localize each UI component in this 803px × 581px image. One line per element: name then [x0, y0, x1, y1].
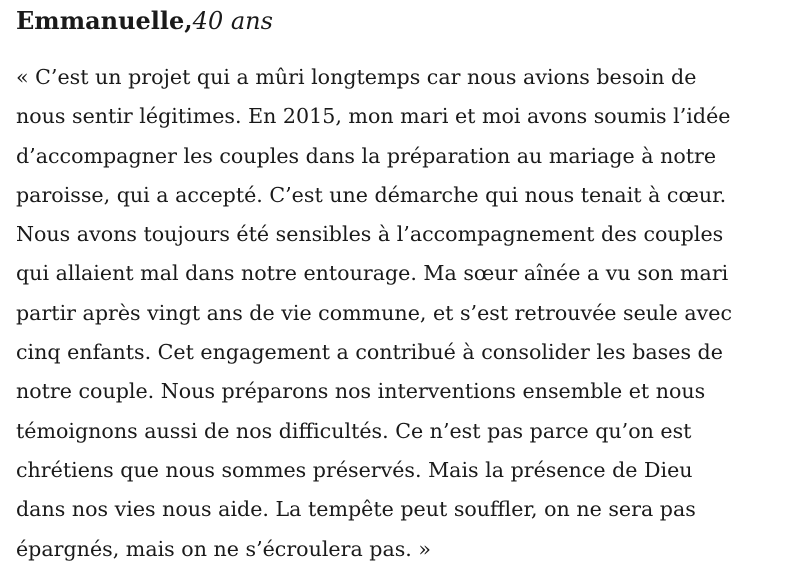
testimony-quote	[16, 58, 796, 569]
quote-line: paroisse, qui a accepté. C’est une démarche qui nous tenait à cœur.	[16, 182, 727, 207]
quote-line: épargnés, mais on ne s’écroulera pas. »	[16, 536, 432, 561]
quote-line: qui allaient mal dans notre entourage. Ma sœur aînée a vu son mari	[16, 261, 729, 286]
quote-line: témoignons aussi de nos difficultés. Ce n’est pas parce qu’on est	[16, 418, 692, 443]
quote-line: d’accompagner les couples dans la préparation au mariage à notre	[16, 143, 717, 168]
testimony-article	[16, 6, 796, 569]
quote-line: Nous avons toujours été sensibles à l’accompagnement des couples	[16, 222, 724, 247]
testimony-heading	[16, 6, 796, 36]
testimony-author-age: 40 ans	[192, 7, 273, 35]
testimony-author-name: Emmanuelle,	[16, 6, 193, 35]
quote-line: nous sentir légitimes. En 2015, mon mari et moi avons soumis l’idée	[16, 104, 731, 129]
quote-line: partir après vingt ans de vie commune, et s’est retrouvée seule avec	[16, 300, 733, 325]
quote-line: « C’est un projet qui a mûri longtemps car nous avions besoin de	[16, 65, 697, 89]
quote-line: chrétiens que nous sommes préservés. Mais la présence de Dieu	[16, 457, 693, 482]
quote-line: notre couple. Nous préparons nos interventions ensemble et nous	[16, 379, 706, 404]
quote-line: cinq enfants. Cet engagement a contribué à consolider les bases de	[16, 340, 723, 365]
quote-line: dans nos vies nous aide. La tempête peut souffler, on ne sera pas	[16, 497, 696, 522]
